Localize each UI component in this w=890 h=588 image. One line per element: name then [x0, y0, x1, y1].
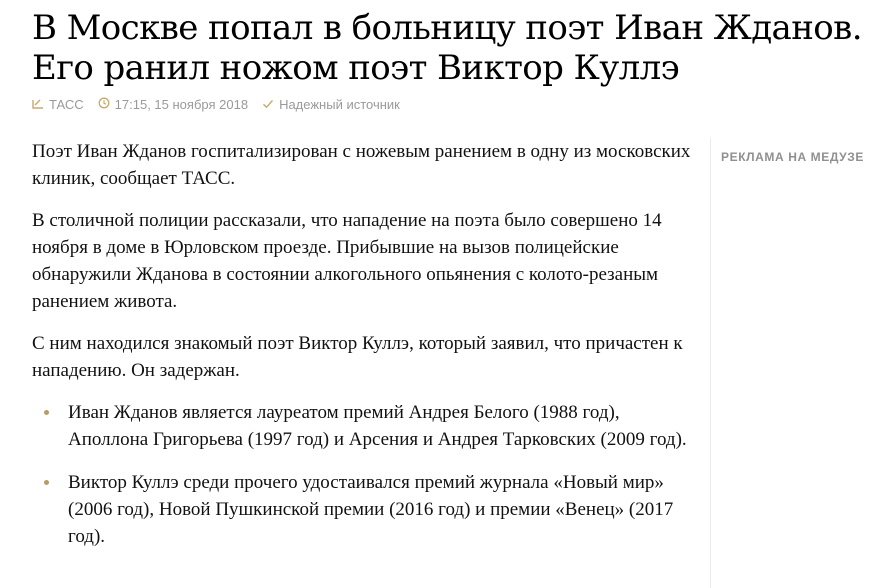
ad-label: РЕКЛАМА НА МЕДУЗЕ	[721, 150, 864, 164]
meta-trust	[262, 97, 400, 112]
list-item	[32, 469, 692, 550]
source-link[interactable]: ТАСС	[49, 96, 84, 112]
meta-time	[98, 97, 248, 112]
bullet-dot-icon	[44, 480, 49, 485]
publish-datetime: 17:15, 15 ноября 2018	[114, 96, 249, 112]
meta-source[interactable]	[32, 97, 84, 112]
list-item-text: Иван Жданов является лауреатом премий Андрея Белого (1988 год), Аполлона Григорьева (1997 год) и Арсения и Андрея Тарковских (2009 год).	[68, 402, 687, 450]
bullet-dot-icon	[44, 410, 49, 415]
article-meta	[32, 95, 414, 113]
article-title: В Москве попал в больницу поэт Иван Жданов. Его ранил ножом поэт Виктор Куллэ	[32, 8, 862, 88]
paragraph: Поэт Иван Жданов госпитализирован с ножевым ранением в одну из московских клиник, сообщает ТАСС.	[32, 141, 691, 189]
sidebar	[710, 138, 890, 588]
clock-icon	[98, 97, 115, 112]
list-item	[32, 399, 692, 453]
paragraph: В столичной полиции рассказали, что нападение на поэта было совершено 14 ноября в доме в Юрловском проезде. Прибывшие на вызов полицейские обнаружили Жданова в состоянии алкогольного опьянения с колото-резаным ранением живота.	[32, 210, 662, 312]
list-item-text: Виктор Куллэ среди прочего удостаивался премий журнала «Новый мир» (2006 год), Новой Пушкинской премии (2016 год) и премии «Венец» (2017 год).	[68, 472, 674, 547]
trust-label: Надежный источник	[279, 96, 400, 112]
fact-list	[32, 399, 692, 550]
article-body	[32, 138, 692, 566]
checkmark-icon	[262, 97, 279, 112]
source-tag-icon	[32, 97, 49, 112]
paragraph: С ним находился знакомый поэт Виктор Куллэ, который заявил, что причастен к нападению. Он задержан.	[32, 333, 683, 381]
